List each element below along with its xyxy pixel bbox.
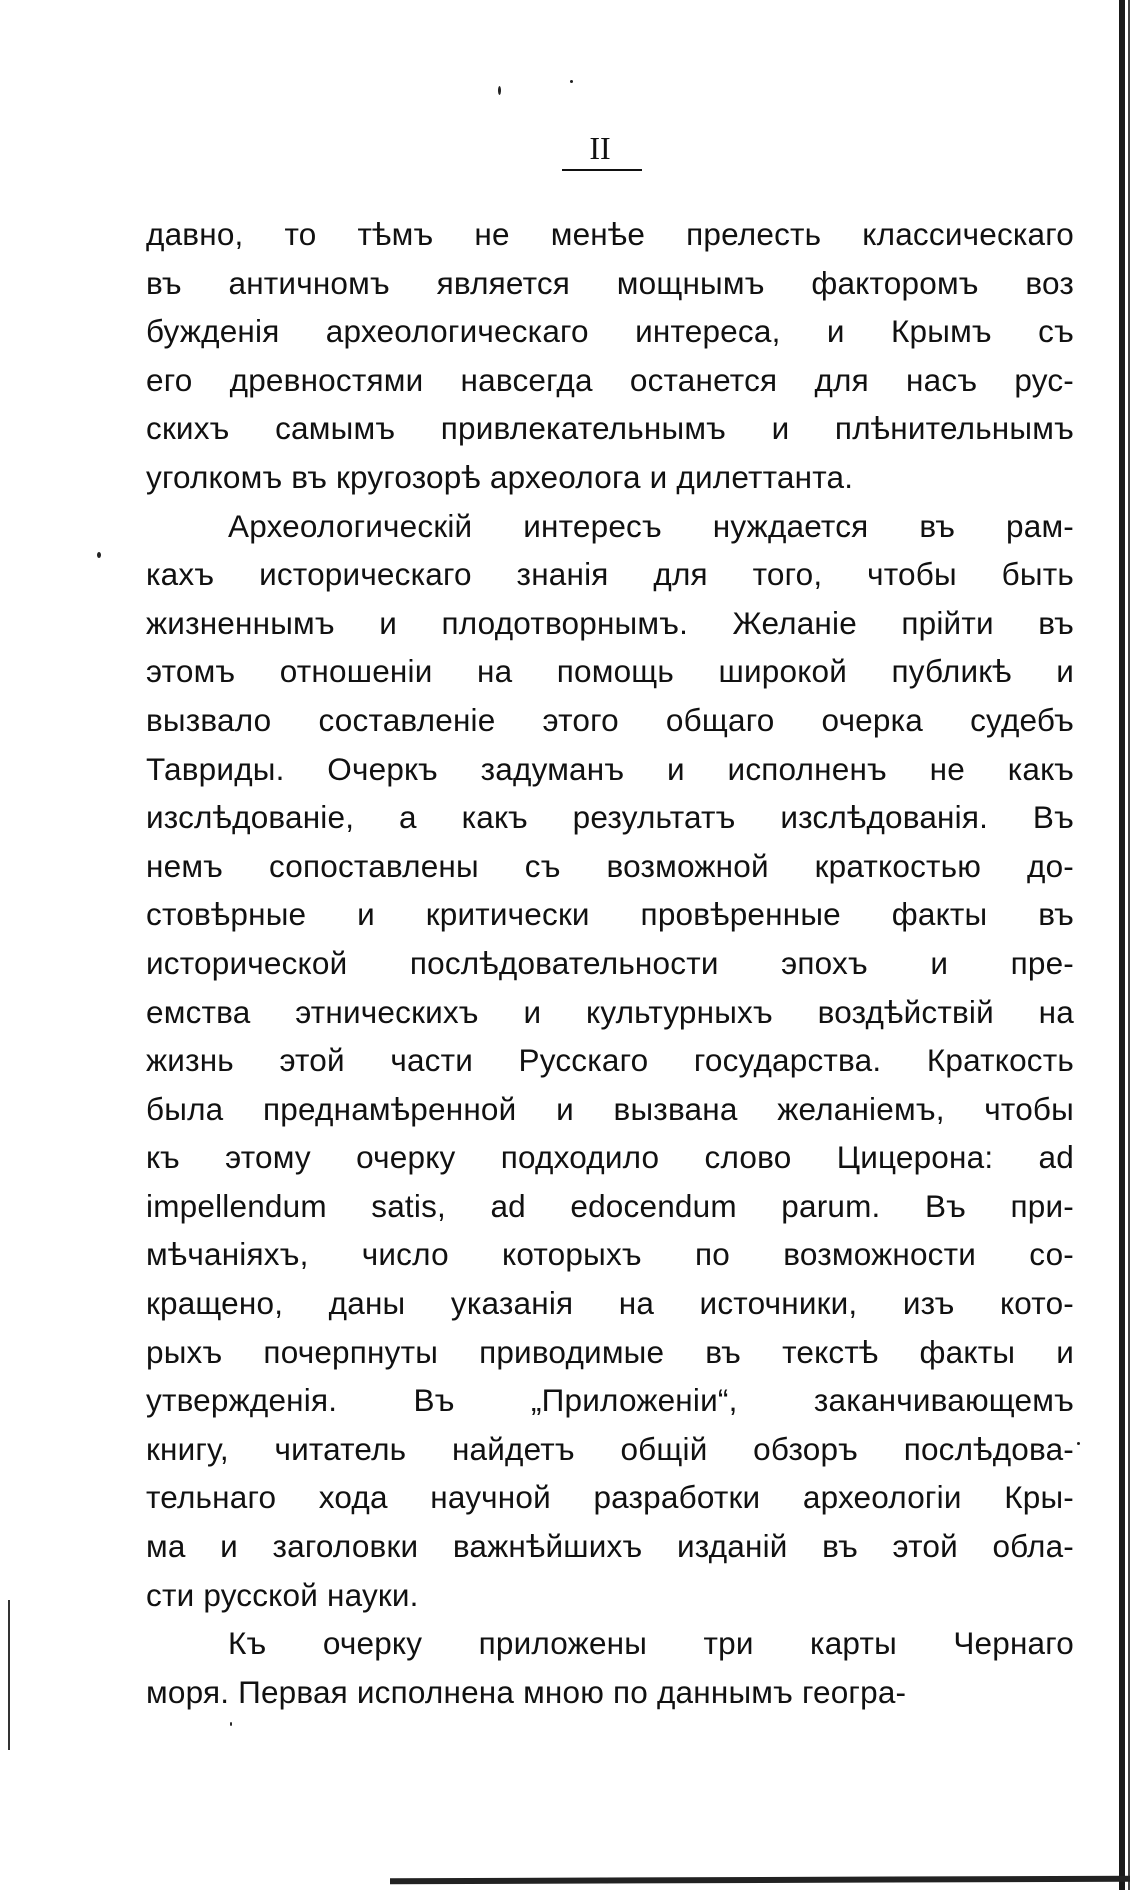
page-right-edge (1119, 0, 1125, 1890)
text-line: сти русской науки. (146, 1576, 419, 1613)
text-line: была преднамѣренной и вызвана желаніемъ, чтобы (146, 1090, 1074, 1127)
scan-speck (97, 552, 101, 558)
page-right-edge-shadow (1128, 0, 1130, 1890)
text-line: impellendum satis, ad edocendum parum. Въ при- (146, 1187, 1074, 1224)
scan-speck (230, 1722, 232, 1726)
paragraph (146, 210, 1074, 502)
scan-speck (570, 80, 573, 83)
text-line: тельнаго хода научной разработки археологіи Кры- (146, 1479, 1074, 1516)
text-line: Тавриды. Очеркъ задуманъ и исполненъ не какъ (146, 750, 1074, 787)
text-line: изслѣдованіе, а какъ результатъ изслѣдованія. Въ (146, 799, 1074, 836)
scan-speck (498, 86, 501, 95)
text-line: давно, то тѣмъ не менѣе прелесть классическаго (146, 216, 1074, 252)
page-number-underline (562, 169, 642, 171)
text-line: стовѣрные и критически провѣренные факты въ (146, 896, 1074, 933)
text-line: его древностями навсегда останется для насъ рус- (146, 361, 1074, 398)
paragraph (146, 502, 1074, 1620)
text-line: уголкомъ въ кругозорѣ археолога и дилеттанта. (146, 458, 854, 495)
text-line: ма и заголовки важнѣйшихъ изданій въ этой обла- (146, 1528, 1074, 1565)
text-line: жизненнымъ и плодотворнымъ. Желаніе прійти въ (146, 604, 1074, 641)
text-line: емства этническихъ и культурныхъ воздѣйствій на (146, 993, 1074, 1030)
text-line: бужденія археологическаго интереса, и Крымъ съ (146, 313, 1074, 350)
text-line: этомъ отношеніи на помощь широкой публикѣ и (146, 653, 1074, 690)
page-bottom-edge (390, 1876, 1130, 1885)
text-line: кращено, даны указанія на источники, изъ кото- (146, 1285, 1074, 1322)
text-line: Археологическій интересъ нуждается въ рам- (228, 507, 1074, 544)
text-line: скихъ самымъ привлекательнымъ и плѣнительнымъ (146, 410, 1074, 447)
paragraph (146, 1619, 1074, 1716)
page-number: II (589, 130, 611, 166)
text-line: рыхъ почерпнуты приводимые въ текстѣ факты и (146, 1333, 1074, 1370)
text-line: немъ сопоставлены съ возможной краткостью до- (146, 847, 1074, 884)
text-line: въ античномъ является мощнымъ факторомъ воз (146, 264, 1074, 301)
body-text (146, 210, 1074, 1716)
page-left-edge-mark (8, 1600, 10, 1750)
text-line: утвержденія. Въ „Приложеніи“, заканчивающемъ (146, 1382, 1074, 1419)
text-line: мѣчаніяхъ, число которыхъ по возможности со- (146, 1236, 1074, 1273)
text-line: моря. Первая исполнена мною по даннымъ геогра- (146, 1673, 907, 1710)
text-line: вызвало составленіе этого общаго очерка судебъ (146, 701, 1074, 738)
text-line: жизнь этой части Русскаго государства. Краткость (146, 1042, 1074, 1079)
text-line: Къ очерку приложены три карты Чернаго (228, 1625, 1074, 1662)
text-line: книгу, читатель найдетъ общій обзоръ послѣдова- (146, 1430, 1074, 1467)
text-line: кахъ историческаго знанія для того, чтобы быть (146, 556, 1074, 593)
text-line: исторической послѣдовательности эпохъ и пре- (146, 944, 1074, 981)
scan-speck (1077, 1442, 1080, 1445)
text-line: къ этому очерку подходило слово Цицерона: ad (146, 1139, 1074, 1176)
